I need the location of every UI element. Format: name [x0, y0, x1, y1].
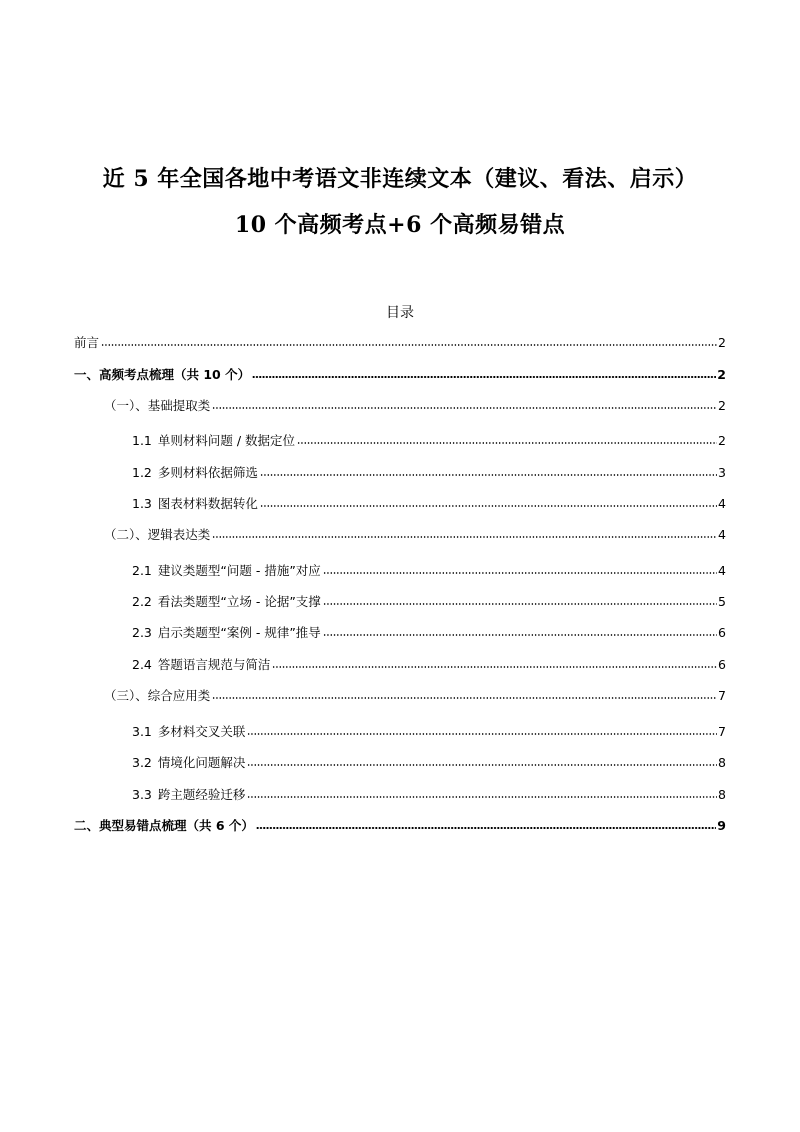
toc-entry-preface[interactable]	[74, 334, 726, 352]
toc-leader-dots	[323, 602, 717, 606]
toc-entry-page: 4	[718, 496, 726, 511]
toc-entry-number: 2.4	[132, 657, 152, 672]
toc-leader-dots	[212, 696, 717, 700]
toc-entry-label: 图表材料数据转化	[157, 496, 258, 511]
toc-entry-label: 前言	[74, 335, 100, 350]
toc-leader-dots	[212, 406, 717, 410]
toc-entry-page: 3	[718, 465, 726, 480]
toc-entry-3-2[interactable]	[132, 754, 726, 772]
toc-entry-number: 3.2	[132, 755, 152, 770]
toc-entry-number: 2.1	[132, 563, 152, 578]
toc-leader-dots	[260, 473, 717, 477]
toc-entry-subsection-2[interactable]	[104, 526, 726, 544]
toc-leader-dots	[272, 665, 717, 669]
toc-entry-page: 8	[718, 755, 726, 770]
toc-entry-1-3[interactable]	[132, 495, 726, 513]
toc-entry-label: 看法类题型“立场 - 论据”支撑	[157, 594, 321, 609]
toc-entry-page: 9	[717, 818, 726, 833]
toc-entry-number: 3.1	[132, 724, 152, 739]
toc-entry-1-1[interactable]	[132, 432, 726, 450]
toc-entry-label: 启示类题型“案例 - 规律”推导	[157, 625, 321, 640]
toc-entry-2-3[interactable]	[132, 624, 726, 642]
toc-entry-2-1[interactable]	[132, 562, 726, 580]
toc-entry-label: （二）、逻辑表达类	[104, 527, 211, 542]
toc-leader-dots	[297, 441, 717, 445]
toc-entry-label: 跨主题经验迁移	[157, 787, 246, 802]
toc-entry-section-2[interactable]	[74, 817, 726, 835]
toc-leader-dots	[260, 504, 717, 508]
toc-entry-2-2[interactable]	[132, 593, 726, 611]
toc-leader-dots	[256, 826, 716, 830]
toc-entry-3-3[interactable]	[132, 786, 726, 804]
toc-entry-label: 多则材料依据筛选	[157, 465, 258, 480]
toc-entry-page: 5	[718, 594, 726, 609]
toc-entry-page: 2	[718, 335, 726, 350]
toc-heading: 目录	[386, 305, 414, 321]
toc-entry-page: 2	[717, 367, 726, 382]
toc-entry-page: 4	[718, 563, 726, 578]
toc-leader-dots	[323, 633, 717, 637]
toc-entry-subsection-1[interactable]	[104, 397, 726, 415]
toc-entry-number: 2.3	[132, 625, 152, 640]
toc-leader-dots	[323, 571, 717, 575]
toc-leader-dots	[101, 343, 717, 347]
toc-entry-page: 7	[718, 688, 726, 703]
toc-entry-section-1[interactable]	[74, 366, 726, 384]
toc-entry-label: （三）、综合应用类	[104, 688, 211, 703]
document-title-line-2: 10 个高频考点+6 个高频易错点	[234, 212, 566, 238]
toc-entry-label: 建议类题型“问题 - 措施”对应	[157, 563, 321, 578]
toc-entry-2-4[interactable]	[132, 656, 726, 674]
toc-leader-dots	[252, 375, 716, 379]
toc-entry-3-1[interactable]	[132, 723, 726, 741]
toc-entry-number: 1.1	[132, 433, 152, 448]
toc-leader-dots	[247, 732, 717, 736]
toc-entry-page: 7	[718, 724, 726, 739]
toc-entry-number: 1.2	[132, 465, 152, 480]
toc-entry-label: 一、高频考点梳理（共 10 个）	[74, 367, 251, 382]
toc-entry-page: 6	[718, 625, 726, 640]
toc-entry-page: 6	[718, 657, 726, 672]
toc-entry-page: 4	[718, 527, 726, 542]
toc-entry-number: 1.3	[132, 496, 152, 511]
toc-leader-dots	[212, 535, 717, 539]
toc-entry-subsection-3[interactable]	[104, 687, 726, 705]
toc-entry-page: 2	[718, 398, 726, 413]
toc-entry-page: 2	[718, 433, 726, 448]
toc-leader-dots	[247, 763, 717, 767]
toc-leader-dots	[247, 795, 717, 799]
toc-entry-label: 二、典型易错点梳理（共 6 个）	[74, 818, 254, 833]
toc-entry-label: 情境化问题解决	[157, 755, 246, 770]
toc-entry-1-2[interactable]	[132, 464, 726, 482]
toc-entry-page: 8	[718, 787, 726, 802]
toc-entry-label: 多材料交叉关联	[157, 724, 246, 739]
toc-entry-label: 答题语言规范与简洁	[157, 657, 271, 672]
toc-entry-number: 3.3	[132, 787, 152, 802]
toc-entry-label: 单则材料问题 / 数据定位	[157, 433, 296, 448]
document-title-line-1: 近 5 年全国各地中考语文非连续文本（建议、看法、启示）	[102, 166, 698, 192]
toc-entry-label: （一）、基础提取类	[104, 398, 211, 413]
toc-entry-number: 2.2	[132, 594, 152, 609]
